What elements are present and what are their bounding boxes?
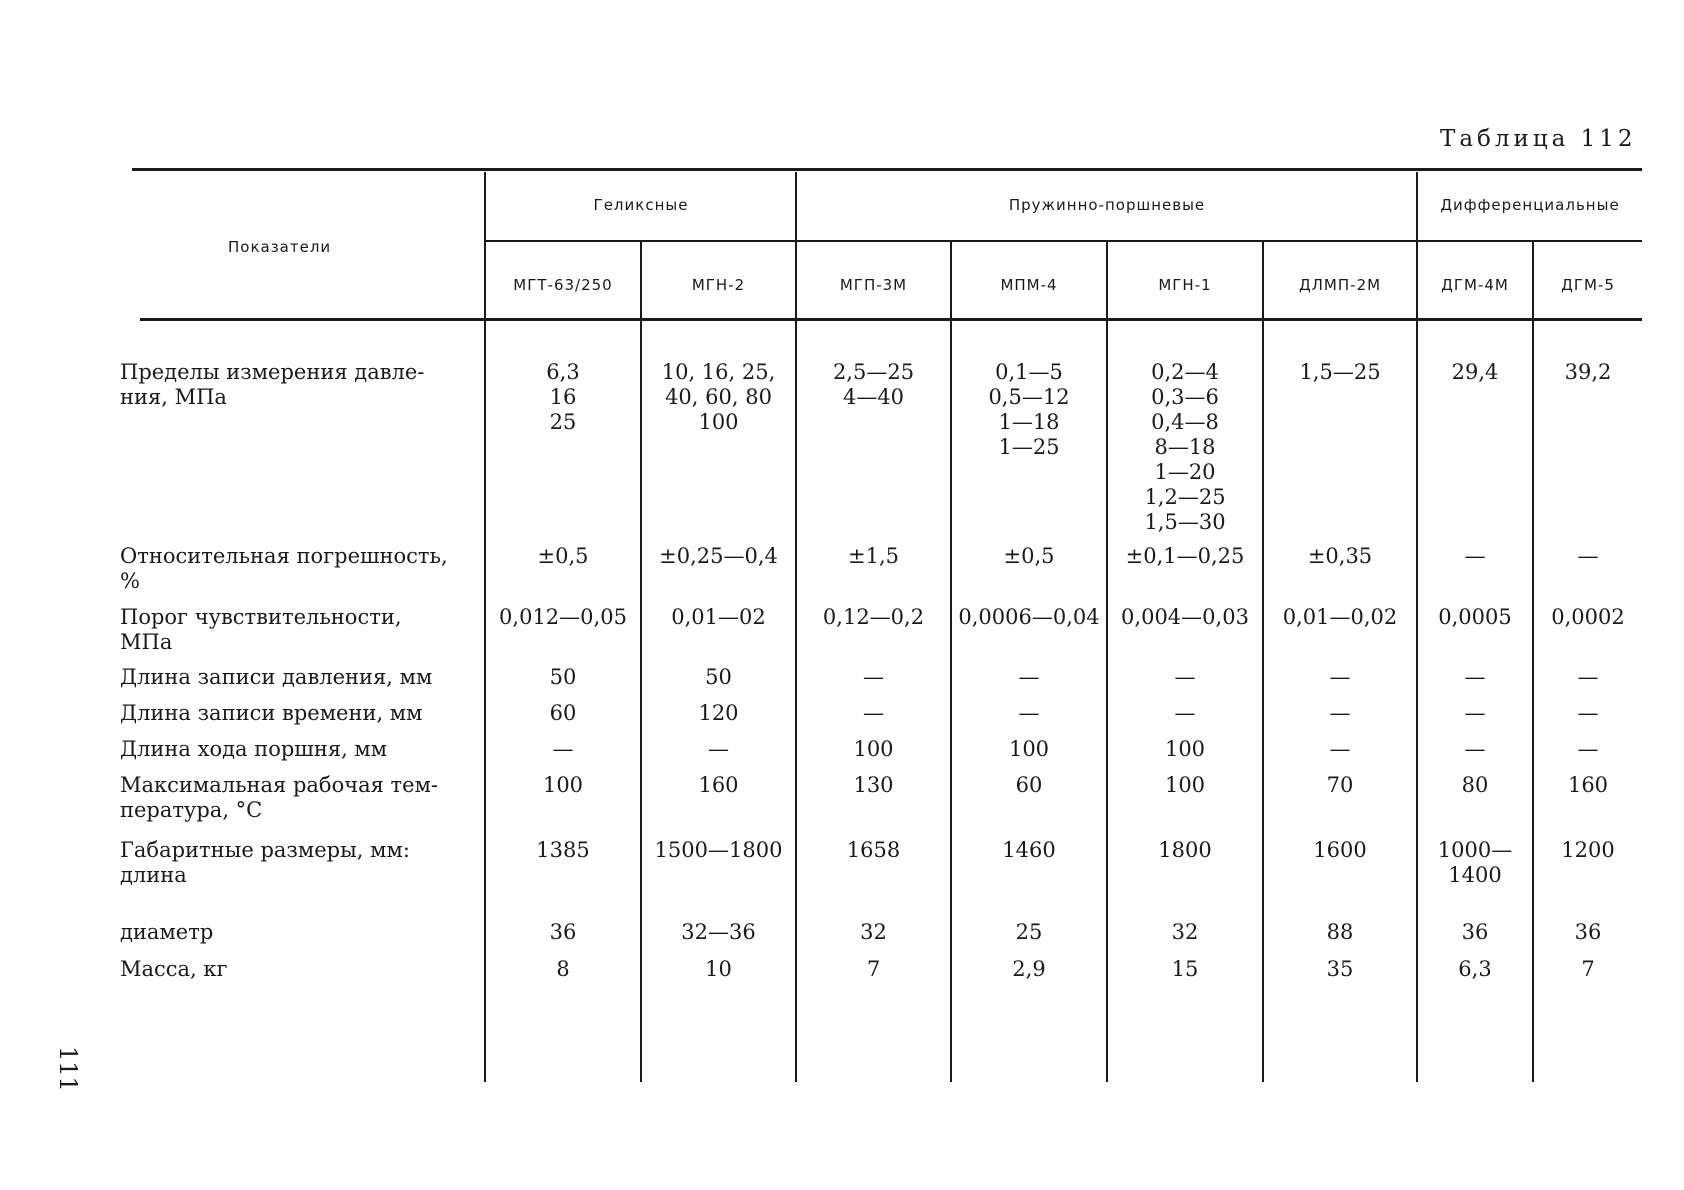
table-cell: 0,01—02 bbox=[671, 605, 766, 629]
model-header: МГН-2 bbox=[691, 276, 746, 294]
model-header: МПМ-4 bbox=[1000, 276, 1058, 294]
table-cell: — bbox=[708, 737, 729, 761]
row-label: Относительная погрешность, % bbox=[120, 544, 448, 593]
model-header: МГП-3М bbox=[839, 276, 908, 294]
table-cell: 130 bbox=[853, 773, 894, 797]
model-header: МГН-1 bbox=[1158, 276, 1212, 294]
table-cell: 0,012—0,05 bbox=[499, 605, 627, 629]
table-caption: Таблица 112 bbox=[1440, 126, 1637, 152]
table-cell: ±0,5 bbox=[537, 544, 589, 568]
row-label: Длина записи времени, мм bbox=[120, 701, 423, 725]
table-cell: 160 bbox=[698, 773, 739, 797]
table-cell: 80 bbox=[1461, 773, 1489, 797]
row-label: Масса, кг bbox=[120, 957, 228, 981]
table-cell: — bbox=[1577, 701, 1599, 725]
table-cell: 39,2 bbox=[1564, 360, 1612, 384]
row-label: Порог чувствительности, МПа bbox=[120, 605, 402, 654]
table-cell: 120 bbox=[698, 701, 739, 725]
table-cell: 50 bbox=[549, 665, 577, 689]
table-cell: 88 bbox=[1326, 920, 1354, 944]
table-cell: 1385 bbox=[536, 838, 590, 862]
table-cell: 0,0006—0,04 bbox=[958, 605, 1100, 629]
table-cell: 60 bbox=[549, 701, 577, 725]
model-header: ДЛМП-2М bbox=[1298, 276, 1382, 294]
table-cell: 100 bbox=[853, 737, 894, 761]
table-cell: 0,0002 bbox=[1551, 605, 1625, 629]
table-cell: — bbox=[1174, 701, 1196, 725]
row-label: Длина записи давления, мм bbox=[120, 665, 433, 689]
model-header: ДГМ-4М bbox=[1441, 276, 1509, 294]
table-cell: 32 bbox=[860, 920, 887, 944]
table-cell: 70 bbox=[1326, 773, 1354, 797]
table-cell: 29,4 bbox=[1451, 360, 1499, 384]
table-cell: 7 bbox=[866, 957, 881, 981]
table-cell: 0,0005 bbox=[1438, 605, 1512, 629]
table-cell: — bbox=[1464, 544, 1486, 568]
table-cell: 10, 16, 25, 40, 60, 80 100 bbox=[661, 360, 776, 434]
table-cell: 0,2—4 0,3—6 0,4—8 8—18 1—20 1,2—25 1,5—30 bbox=[1144, 360, 1226, 534]
group-header-rule bbox=[486, 240, 1642, 242]
table-cell: — bbox=[1577, 737, 1599, 761]
table-cell: 36 bbox=[549, 920, 577, 944]
row-label: Пределы измерения давле- ния, МПа bbox=[120, 360, 425, 409]
table-cell: — bbox=[863, 701, 884, 725]
table-cell: ±0,1—0,25 bbox=[1125, 544, 1245, 568]
table-cell: — bbox=[1464, 701, 1486, 725]
table-cell: 15 bbox=[1171, 957, 1199, 981]
table-cell: 0,01—0,02 bbox=[1282, 605, 1398, 629]
table-cell: 32—36 bbox=[681, 920, 756, 944]
table-cell: 0,1—5 0,5—12 1—18 1—25 bbox=[988, 360, 1070, 459]
table-cell: 36 bbox=[1461, 920, 1489, 944]
table-cell: — bbox=[1329, 665, 1351, 689]
header-indicators: Показатели bbox=[228, 238, 332, 256]
row-label: Длина хода поршня, мм bbox=[120, 737, 388, 761]
table-cell: — bbox=[1174, 665, 1196, 689]
model-header: МГТ-63/250 bbox=[513, 276, 613, 294]
row-label: Максимальная рабочая тем- пература, °С bbox=[120, 773, 439, 822]
table-cell: 100 bbox=[1164, 773, 1206, 797]
table-cell: 1000— 1400 bbox=[1437, 838, 1513, 887]
table-cell: 160 bbox=[1567, 773, 1609, 797]
table-cell: 36 bbox=[1574, 920, 1602, 944]
table-cell: 60 bbox=[1015, 773, 1043, 797]
row-label: диаметр bbox=[120, 920, 214, 944]
table-cell: — bbox=[863, 665, 884, 689]
table-cell: 10 bbox=[705, 957, 732, 981]
row-label: Габаритные размеры, мм: длина bbox=[120, 838, 410, 887]
table-cell: — bbox=[1464, 737, 1486, 761]
table-cell: 0,12—0,2 bbox=[822, 605, 925, 629]
table-cell: 100 bbox=[1008, 737, 1050, 761]
table-cell: — bbox=[1577, 665, 1599, 689]
table-cell: — bbox=[1018, 701, 1040, 725]
table-cell: 1500—1800 bbox=[654, 838, 783, 862]
table-cell: — bbox=[1464, 665, 1486, 689]
table-cell: 7 bbox=[1581, 957, 1595, 981]
table-cell: 1460 bbox=[1002, 838, 1056, 862]
table-cell: ±0,35 bbox=[1307, 544, 1373, 568]
table-cell: 100 bbox=[1164, 737, 1206, 761]
group-header-spring-piston: Пружинно-поршневые bbox=[1008, 196, 1206, 214]
table-cell: — bbox=[552, 737, 574, 761]
table-cell: 25 bbox=[1015, 920, 1043, 944]
table-cell: 6,3 16 25 bbox=[546, 360, 580, 434]
table-cell: 1658 bbox=[846, 838, 901, 862]
table-cell: — bbox=[1329, 737, 1351, 761]
table-cell: 1,5—25 bbox=[1299, 360, 1381, 384]
model-header: ДГМ-5 bbox=[1561, 276, 1615, 294]
table-cell: — bbox=[1577, 544, 1599, 568]
table-cell: 35 bbox=[1326, 957, 1354, 981]
table-cell: 2,9 bbox=[1012, 957, 1046, 981]
table-cell: 1200 bbox=[1561, 838, 1615, 862]
table-cell: 8 bbox=[556, 957, 570, 981]
table-cell: 0,004—0,03 bbox=[1121, 605, 1249, 629]
table-cell: 100 bbox=[542, 773, 584, 797]
table-cell: 50 bbox=[705, 665, 732, 689]
page-number: 111 bbox=[54, 1046, 82, 1092]
group-header-differential: Дифференциальные bbox=[1440, 196, 1620, 214]
table-cell: ±1,5 bbox=[848, 544, 899, 568]
table-cell: 2,5—25 4—40 bbox=[832, 360, 915, 409]
table-cell: 1800 bbox=[1158, 838, 1212, 862]
table-cell: ±0,5 bbox=[1003, 544, 1055, 568]
table-cell: 1600 bbox=[1313, 838, 1367, 862]
table-cell: 6,3 bbox=[1458, 957, 1492, 981]
table-cell: — bbox=[1018, 665, 1040, 689]
group-header-helix: Геликсные bbox=[593, 196, 689, 214]
table-cell: 32 bbox=[1171, 920, 1199, 944]
table-cell: — bbox=[1329, 701, 1351, 725]
table-cell: ±0,25—0,4 bbox=[659, 544, 778, 568]
table-top-rule bbox=[132, 168, 1642, 171]
